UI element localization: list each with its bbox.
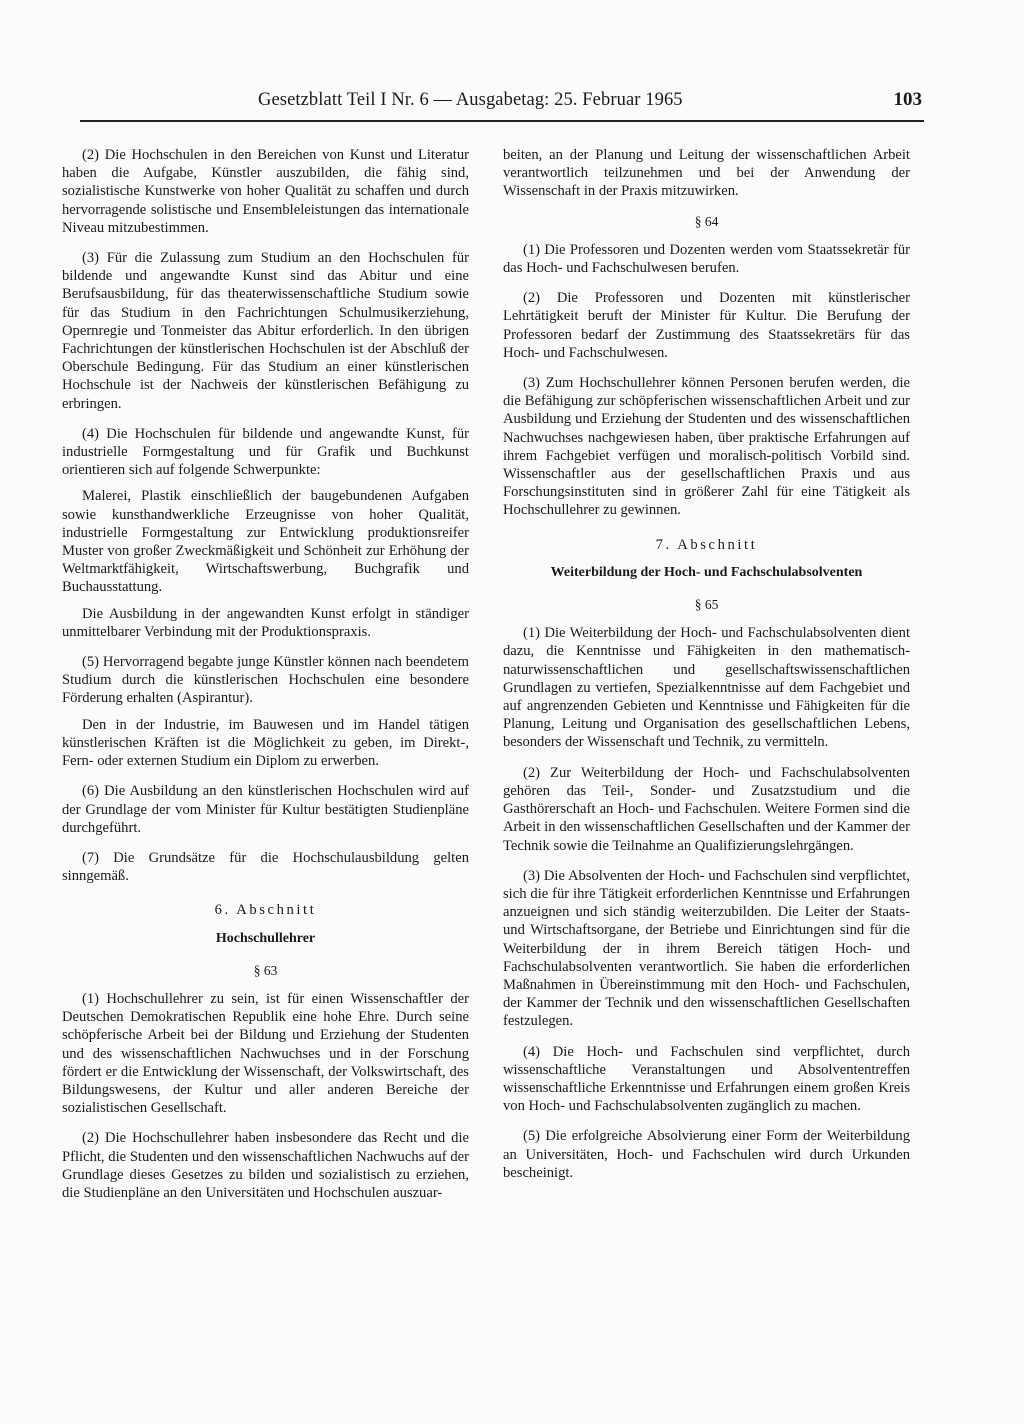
paragraph: (7) Die Grundsätze für die Hochschulausbildung gelten sinngemäß. bbox=[62, 849, 469, 885]
page-header bbox=[80, 86, 924, 122]
section-6-title: Hochschullehrer bbox=[215, 930, 316, 946]
paragraph: (4) Die Hochschulen für bildende und angewandte Kunst, für industrielle Formgestaltung und für Grafik und Buchkunst orientieren sich auf folgende Schwerpunkte: bbox=[62, 425, 469, 479]
paragraph: (3) Für die Zulassung zum Studium an den Hochschulen für bildende und angewandte Kunst sind das Abitur und eine Berufsausbildung, für das theaterwissenschaftliche Studium sowie für das Studium in den Fachrichtungen Schulmusikerziehung, Opernregie und Tonmeister das Abitur erforderlich. In den übrigen Fachrichtungen der künstlerischen Hochschulen ist der Abschluß der Oberschule Bedingung. Für das Studium an einer künstlerischen Hochschule ist der Nachweis der künstlerischen Befähigung zu erbringen. bbox=[62, 250, 469, 412]
paragraph: (4) Die Hoch- und Fachschulen sind verpflichtet, durch wissenschaftliche Veranstaltungen und Absolvententreffen wissenschaftliche Erkenntnisse und Erfahrungen einem großen Kreis von Hoch- und Fachschulabsolventen zugänglich zu machen. bbox=[503, 1043, 910, 1115]
right-column bbox=[503, 146, 910, 1346]
paragraph: Die Ausbildung in der angewandten Kunst erfolgt in ständiger unmittelbarer Verbindung mit der Produktionspraxis. bbox=[62, 605, 469, 640]
paragraph: (6) Die Ausbildung an den künstlerischen Hochschulen wird auf der Grundlage der vom Minister für Kultur bestätigten Studienpläne durchgeführt. bbox=[62, 783, 469, 836]
left-column bbox=[62, 146, 469, 1346]
paragraph: (2) Zur Weiterbildung der Hoch- und Fachschulabsolventen gehören das Teil-, Sonder- und Zusatzstudium und die Gasthörerschaft an Hoch- und Fachschulen. Weitere Formen sind die Arbeit in den wissenschaftlichen Gesellschaften und der Kammer der Technik sowie die Teilnahme an Qualifizierungslehrgängen. bbox=[503, 764, 910, 854]
paragraph: (2) Die Hochschulen in den Bereichen von Kunst und Literatur haben die Aufgabe, Künstler auszubilden, die fähig sind, sozialistische Kunstwerke von hoher Qualität zu schaffen und durch hervorragende solistische und Ensembleleistungen das internationale Niveau mitzubestimmen. bbox=[62, 147, 469, 236]
paragraph: beiten, an der Planung und Leitung der wissenschaftlichen Arbeit verantwortlich teilzunehmen und bei der Anwendung der Wissenschaft in der Praxis mitzuwirken. bbox=[503, 147, 910, 200]
paragraph: (1) Die Weiterbildung der Hoch- und Fachschulabsolventen dient dazu, die Kenntnisse und Fähigkeiten in den mathematisch-naturwissenschaftlichen und gesellschaftswissenschaftlichen Grundlagen zu vertiefen, Spezialkenntnisse auf dem Fachgebiet und auf angrenzenden Gebieten und Kenntnisse und Fähigkeiten für die Planung, Leitung und Organisation des gesellschaftlichen Lebens, besonders der Wissenschaft und Technik, zu vermitteln. bbox=[503, 625, 910, 751]
paragraph-65-heading: § 65 bbox=[694, 597, 719, 613]
paragraph-64-heading: § 64 bbox=[694, 213, 719, 229]
paragraph: Den in der Industrie, im Bauwesen und im Handel tätigen künstlerischen Kräften ist die Möglichkeit zu geben, im Direkt-, Fern- oder externen Studium ein Diplom zu erwerben. bbox=[62, 716, 469, 770]
section-7-label: 7. Abschnitt bbox=[655, 536, 758, 553]
paragraph: (1) Hochschullehrer zu sein, ist für einen Wissenschaftler der Deutschen Demokratischen Republik eine hohe Ehre. Durch seine schöpferische Arbeit bei der Bildung und Erziehung der Studenten und des wissenschaftlichen Nachwuchses und in der Forschung fördert er die Entwicklung der Wissenschaft, der Volkswirtschaft, des Bildungswesens, der Kultur und aller anderen Bereiche der sozialistischen Gesellschaft. bbox=[62, 990, 469, 1117]
page-number: 103 bbox=[893, 89, 922, 110]
gazette-title: Gesetzblatt Teil I Nr. 6 — Ausgabetag: 25. Februar 1965 bbox=[258, 90, 683, 110]
section-6-label: 6. Abschnitt bbox=[214, 902, 317, 919]
paragraph-63-heading: § 63 bbox=[253, 962, 278, 978]
paragraph: (3) Zum Hochschullehrer können Personen berufen werden, die die Befähigung zur schöpferischen wissenschaftlichen Arbeit und zur Ausbildung und Erziehung der Studenten und des wissenschaftlichen Nachwuchses nachgewiesen haben, über praktische Erfahrungen auf ihrem Fachgebiet verfügen und moralisch-politisch Vorbild sind. Wissenschaftler aus der gesellschaftlichen Praxis und aus Forschungsinstituten sind in größerer Zahl für eine Tätigkeit als Hochschullehrer zu gewinnen. bbox=[503, 375, 910, 519]
paragraph: (5) Die erfolgreiche Absolvierung einer Form der Weiterbildung an Universitäten, Hoch- und Fachschulen wird durch Urkunden bescheinigt. bbox=[503, 1128, 910, 1181]
paragraph: Malerei, Plastik einschließlich der baugebundenen Aufgaben sowie kunsthandwerkliche Erzeugnisse von hoher Qualität, industrielle Formgestaltung zur Entwicklung produktionsreifer Muster von großer Zweckmäßigkeit und Schönheit zur Erhöhung der Weltmarktfähigkeit, Wirtschaftswerbung, Buchgrafik und Buchausstattung. bbox=[62, 488, 469, 596]
paragraph: (2) Die Hochschullehrer haben insbesondere das Recht und die Pflicht, die Studenten und den wissenschaftlichen Nachwuchs auf der Grundlage dieses Gesetzes zu bilden und sozialistisch zu erziehen, die Studienpläne an den Universitäten und Hochschulen auszuar- bbox=[62, 1130, 469, 1201]
paragraph: (2) Die Professoren und Dozenten mit künstlerischer Lehrtätigkeit beruft der Minister für Kultur. Die Berufung der Professoren bedarf der Zustimmung des Staatssekretärs für das Hoch- und Fachschulwesen. bbox=[503, 290, 910, 361]
section-7-title: Weiterbildung der Hoch- und Fachschulabsolventen bbox=[550, 564, 863, 580]
paragraph: (1) Die Professoren und Dozenten werden vom Staatssekretär für das Hoch- und Fachschulwesen berufen. bbox=[503, 241, 910, 277]
paragraph: (3) Die Absolventen der Hoch- und Fachschulen sind verpflichtet, sich die für ihre Tätigkeit erforderlichen Kenntnisse und Erfahrungen anzueignen und sich ständig weiterzubilden. Die Leiter der Staats- und Wirtschaftsorgane, der Betriebe und Einrichtungen sind für die Weiterbildung der in ihrem Bereich tätigen Hoch- und Fachschulabsolventen verantwortlich. Sie haben die erforderlichen Maßnahmen in Übereinstimmung mit den Hoch- und Fachschulen, der Kammer der Technik und den wissenschaftlichen Gesellschaften festzulegen. bbox=[503, 867, 910, 1030]
paragraph: (5) Hervorragend begabte junge Künstler können nach beendetem Studium durch die künstlerischen Hochschulen eine besondere Förderung erhalten (Aspirantur). bbox=[62, 654, 469, 707]
